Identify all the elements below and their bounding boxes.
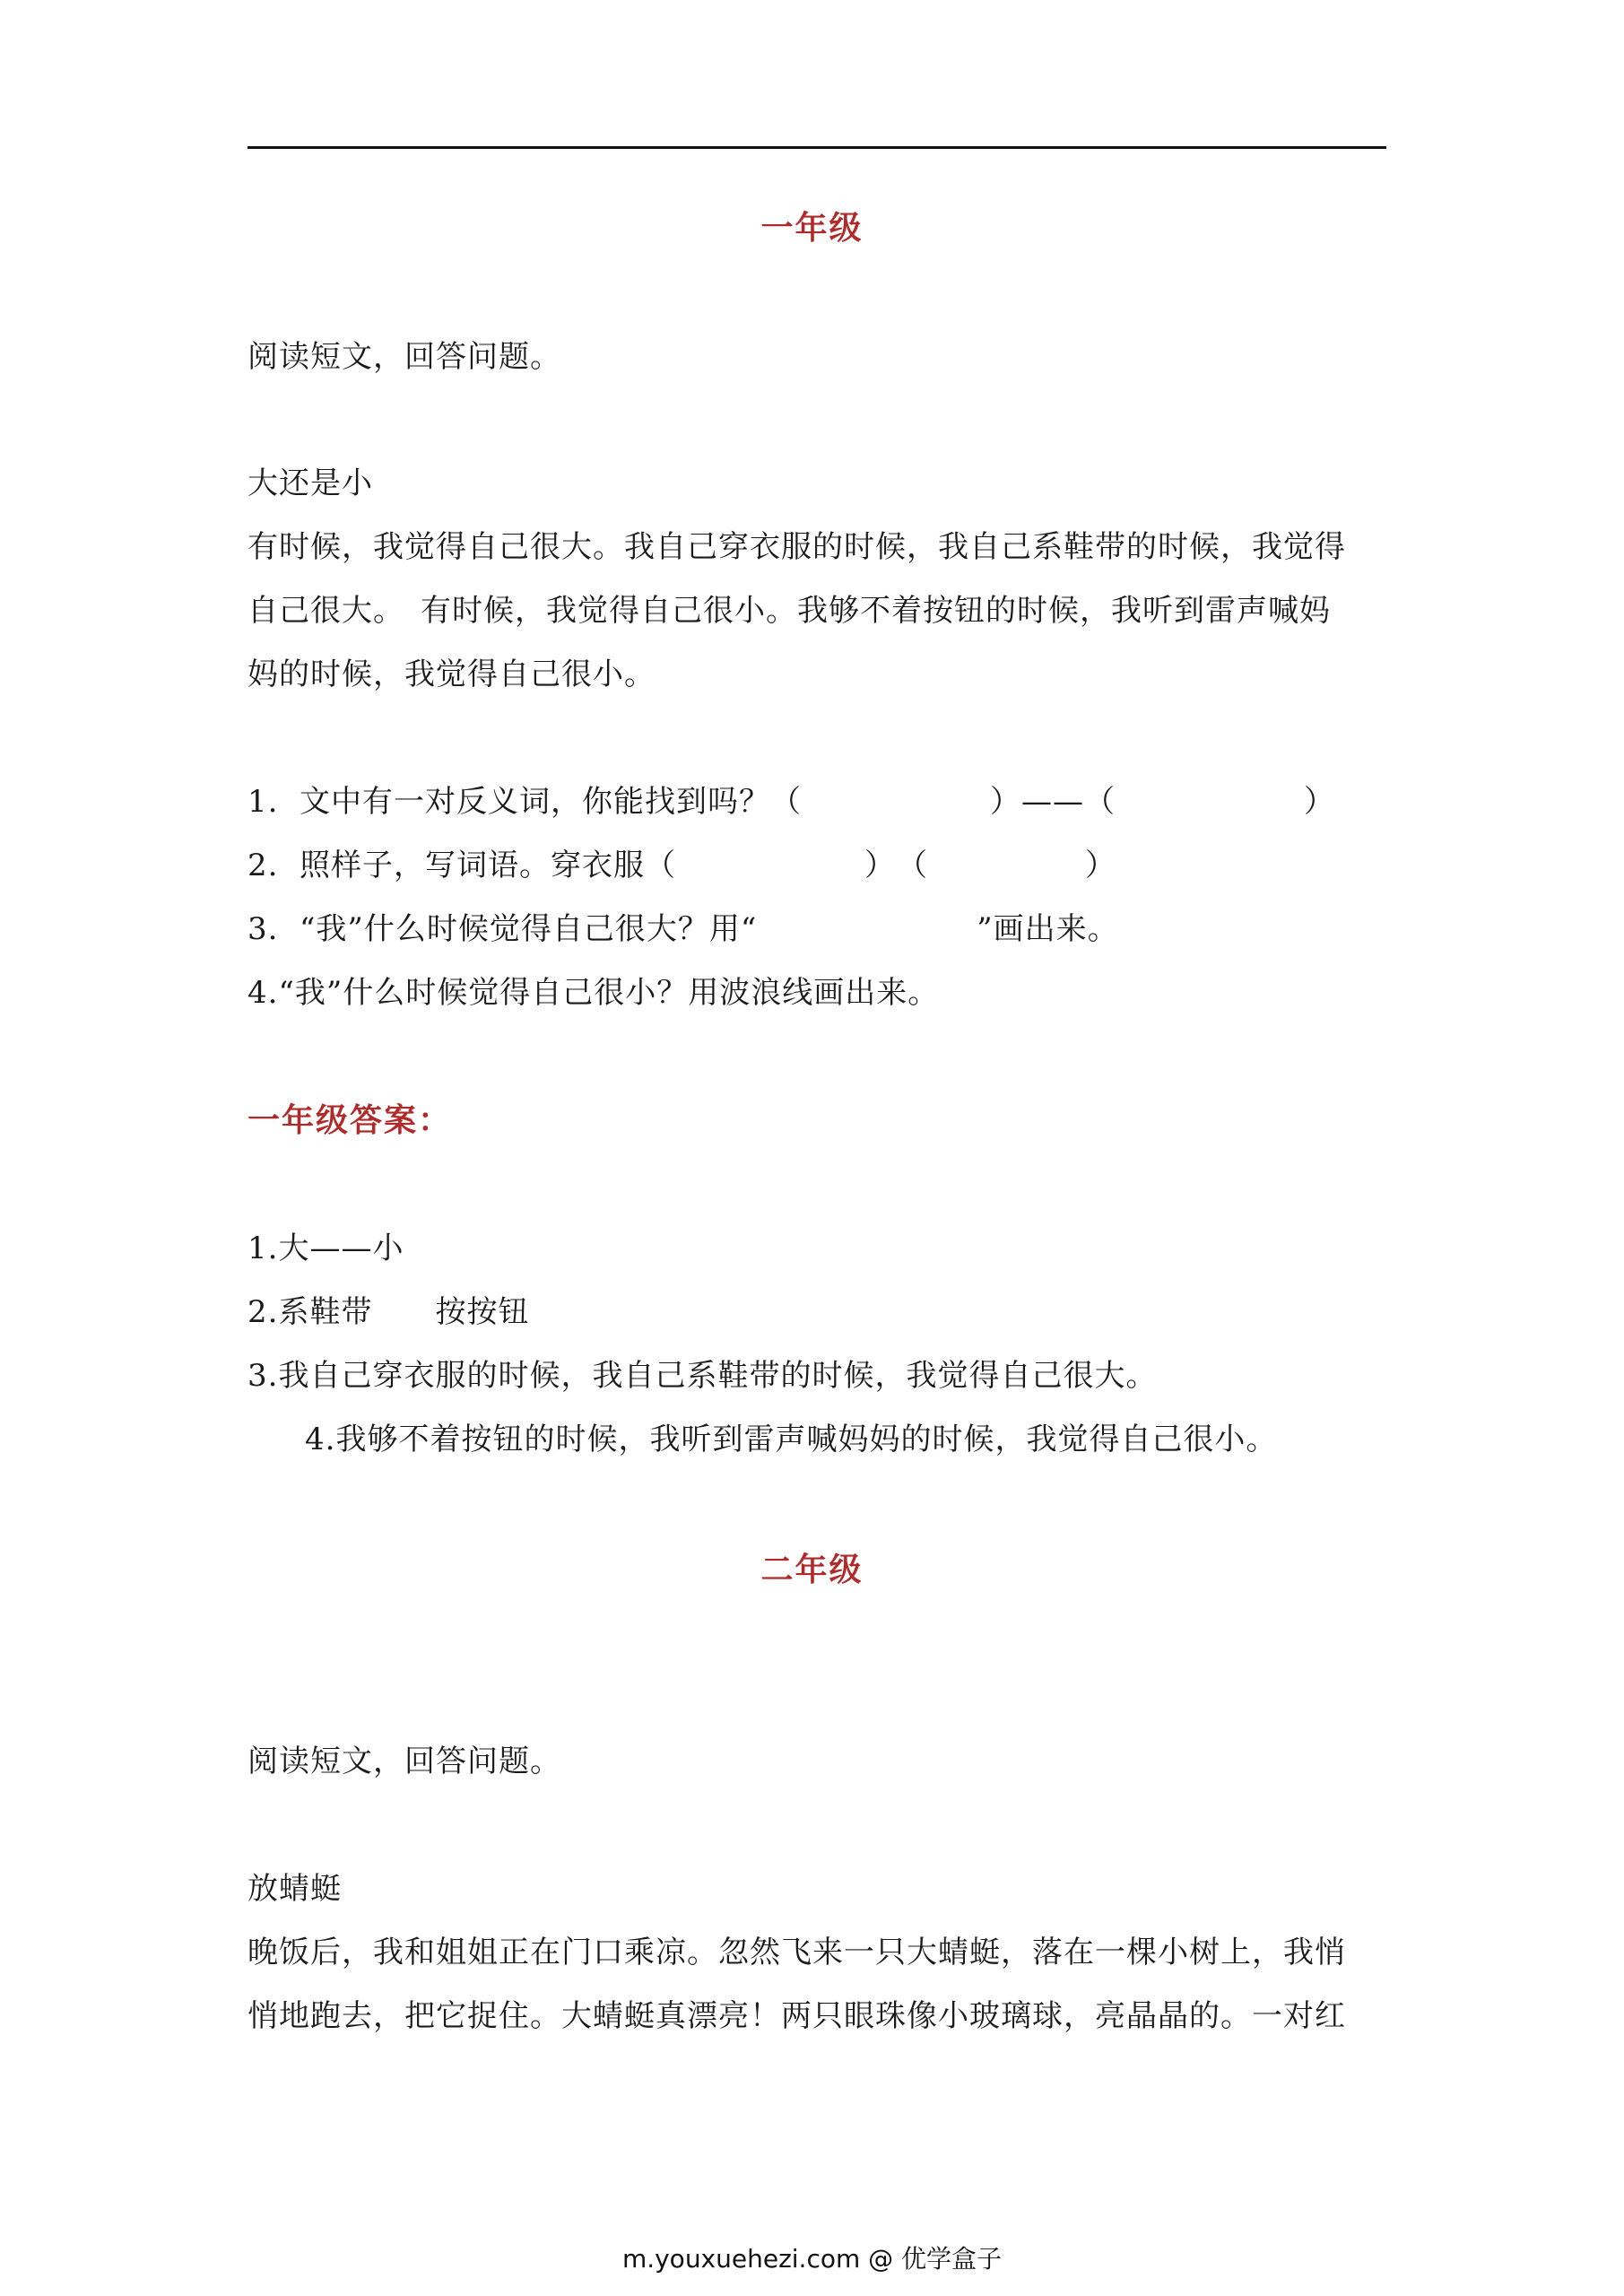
grade1-answer: 1.大——小 — [248, 1231, 404, 1266]
grade1-passage-line: 妈的时候，我觉得自己很小。 — [248, 657, 656, 692]
grade1-question: 2. 照样子，写词语。穿衣服（ ） （ ） — [248, 848, 1117, 883]
grade2-passage-line: 晚饭后，我和姐姐正在门口乘凉。忽然飞来一只大蜻蜓，落在一棵小树上，我悄 — [248, 1935, 1346, 1970]
grade2-passage-title: 放蜻蜓 — [248, 1871, 342, 1907]
grade1-answer: 2.系鞋带 按按钮 — [248, 1294, 530, 1330]
footer-watermark-text: m.youxuehezi.com @ 优学盒子 — [621, 2244, 1003, 2274]
grade1-answer: 3.我自己穿衣服的时候，我自己系鞋带的时候，我觉得自己很大。 — [248, 1358, 1158, 1394]
grade1-question: 3. “我”什么时候觉得自己很大？用“ ”画出来。 — [248, 911, 1119, 947]
grade1-answer: 4.我够不着按钮的时候，我听到雷声喊妈妈的时候，我觉得自己很小。 — [305, 1422, 1278, 1457]
top-rule — [248, 146, 1386, 149]
grade2-title: 二年级 — [760, 1551, 864, 1588]
grade2-instruction: 阅读短文，回答问题。 — [248, 1744, 561, 1779]
grade2-passage-line: 悄地跑去，把它捉住。大蜻蜓真漂亮！两只眼珠像小玻璃球，亮晶晶的。一对红 — [248, 1998, 1346, 2034]
grade1-answers-title: 一年级答案： — [248, 1101, 453, 1139]
grade1-title: 一年级 — [760, 209, 864, 247]
grade1-passage-line: 有时候，我觉得自己很大。我自己穿衣服的时候，我自己系鞋带的时候，我觉得 — [248, 529, 1346, 565]
grade1-instruction: 阅读短文，回答问题。 — [248, 339, 561, 375]
grade1-passage-title: 大还是小 — [248, 465, 373, 501]
grade1-passage-line: 自己很大。 有时候，我觉得自己很小。我够不着按钮的时候，我听到雷声喊妈 — [248, 593, 1331, 629]
grade1-question: 4.“我”什么时候觉得自己很小？用波浪线画出来。 — [248, 975, 940, 1011]
grade1-question: 1. 文中有一对反义词，你能找到吗？（ ）——（ ） — [248, 784, 1336, 820]
